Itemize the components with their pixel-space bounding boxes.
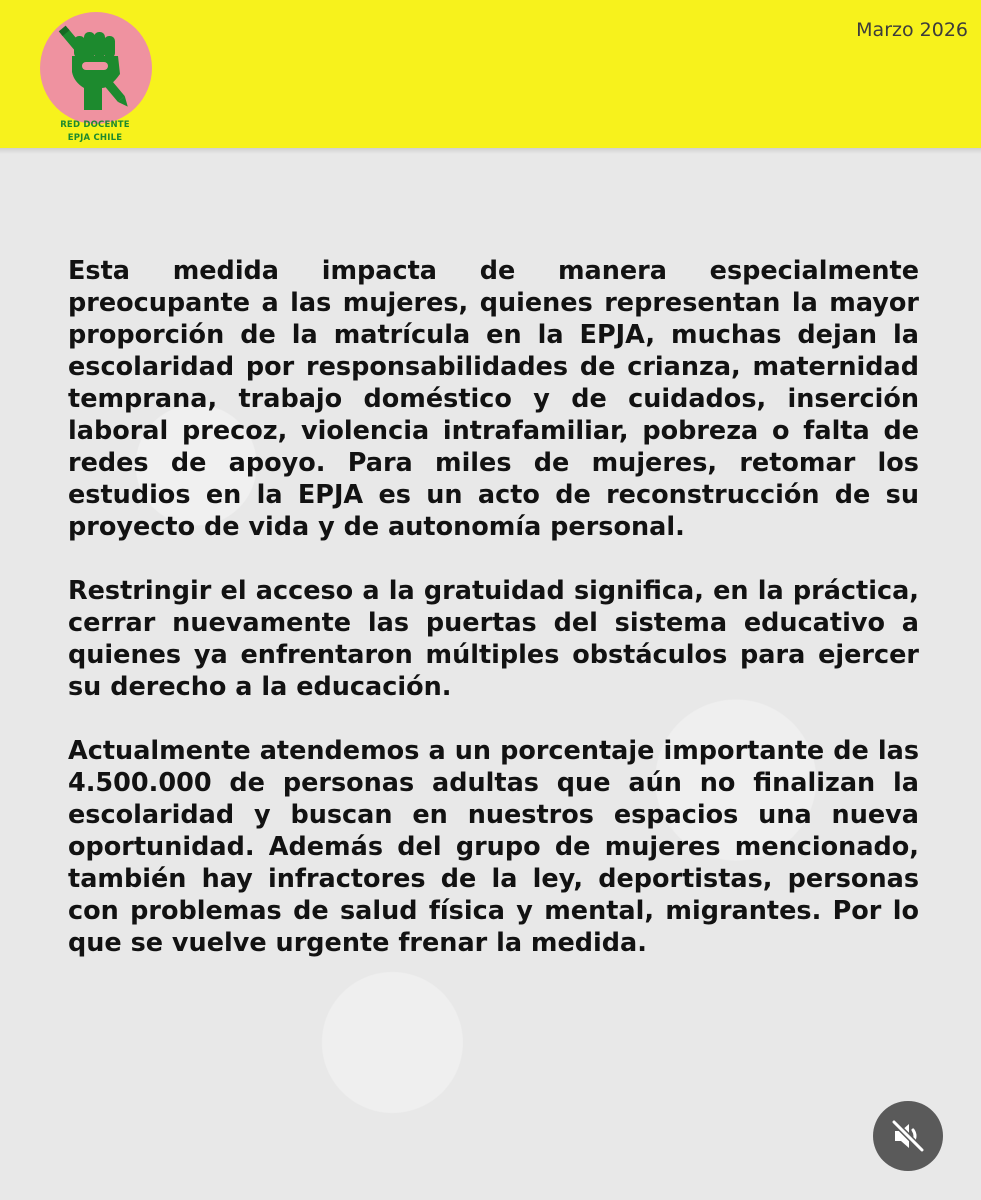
speaker-muted-icon — [890, 1118, 926, 1154]
date-label: Marzo 2026 — [856, 19, 968, 41]
logo — [36, 12, 154, 142]
paragraph-women-impact: Esta medida impacta de manera especialmente preocupante a las mujeres, quienes representan la mayor proporción de la matrícula en la EPJA, muchas dejan la escolaridad por responsabilidades de crianza, maternidad temprana, trabajo doméstico y de cuidados, inserción laboral precoz, violencia intrafamiliar, pobreza o falta de redes de apoyo. Para miles de mujeres, retomar los estudios en la EPJA es un acto de reconstrucción de su proyecto de vida y de autonomía personal. — [68, 256, 919, 542]
logo-line-1: RED DOCENTE — [60, 120, 130, 130]
mute-button[interactable] — [873, 1101, 943, 1171]
paragraph-current-attention: Actualmente atendemos a un porcentaje importante de las 4.500.000 de personas adultas que aún no finalizan la escolaridad y buscan en nuestros espacios una nueva oportunidad. Además del grupo de mujeres mencionado, también hay infractores de la ley, deportistas, personas con problemas de salud física y mental, migrantes. Por lo que se vuelve urgente frenar la medida. — [68, 736, 919, 958]
logo-line-2: EPJA CHILE — [67, 133, 123, 143]
statement-body — [68, 255, 919, 959]
raised-fist-pencil-icon — [40, 12, 152, 124]
header-divider — [0, 148, 981, 154]
header-banner — [0, 0, 981, 148]
paragraph-gratuity-restriction: Restringir el acceso a la gratuidad significa, en la práctica, cerrar nuevamente las puertas del sistema educativo a quienes ya enfrentaron múltiples obstáculos para ejercer su derecho a la educación. — [68, 576, 919, 702]
